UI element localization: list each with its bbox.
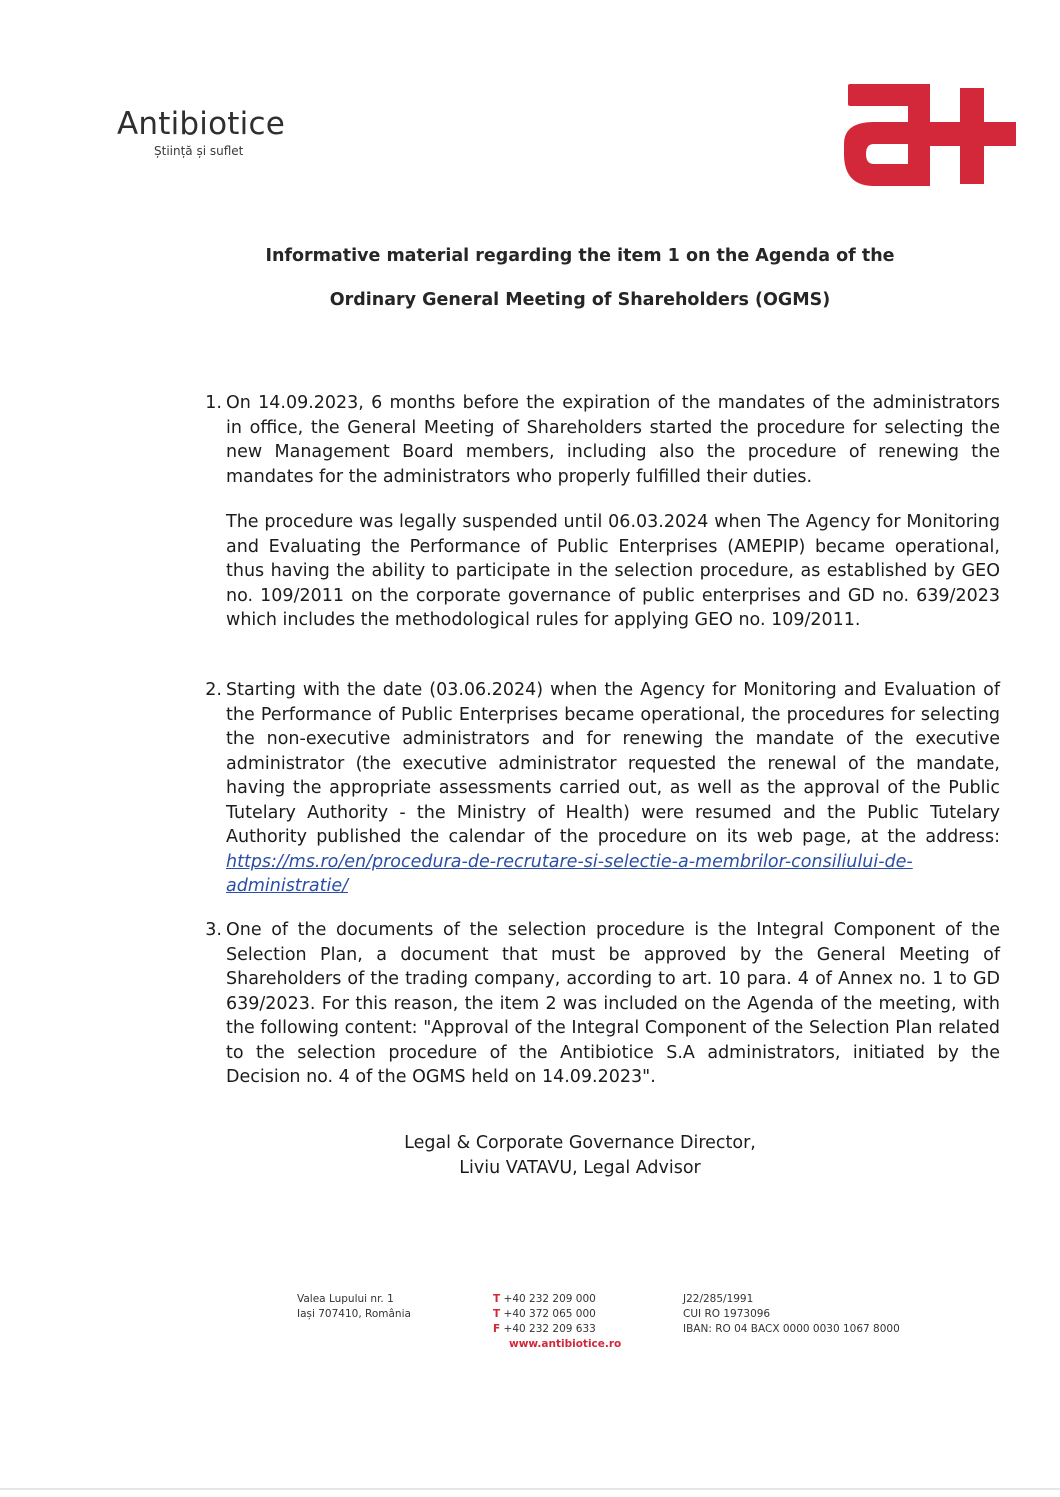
document-title-line2: Ordinary General Meeting of Shareholders (OGMS): [329, 290, 831, 310]
brand-name: Antibiotice: [117, 106, 285, 142]
tax-id: CUI RO 1973096: [683, 1308, 771, 1320]
document-title-line1: Informative material regarding the item 1 on the Agenda of the: [265, 246, 895, 266]
item-paragraph: The procedure was legally suspended until 06.03.2024 when The Agency for Monitoring and Evaluating the Performance of Public Enterprises (AMEPIP) became operational, thus having the ability to participate in the selection procedure, as established by GEO no. 109/2011 on the corporate governance of public enterprises and GD no. 639/2023 which includes the methodological rules for applying GEO no. 109/2011.: [226, 512, 1000, 630]
item-number: 3.: [205, 920, 222, 940]
company-brand: [117, 106, 285, 158]
footer-address: [297, 1292, 411, 1322]
website-link[interactable]: www.antibiotice.ro: [509, 1338, 622, 1350]
antibiotice-logo: [844, 82, 1018, 190]
item-paragraph: On 14.09.2023, 6 months before the expiration of the mandates of the administrators in office, the General Meeting of Shareholders started the procedure for selecting the new Management Board members, including also the procedure of renewing the mandates for the administrators who properly fulfilled their duties.: [226, 393, 1000, 487]
signature-block: [330, 1131, 830, 1181]
phone-label: T: [493, 1308, 501, 1320]
fax-label: F: [493, 1323, 501, 1335]
address-line: Iași 707410, România: [297, 1308, 411, 1320]
item-text: Starting with the date (03.06.2024) when the Agency for Monitoring and Evaluation of the Performance of Public Enterprises became operational, the procedures for selecting the non-executive administrators and for renewing the mandate of the executive administrator (the executive administrator requested the renewal of the mandate, having the appropriate assessments carried out, as well as the approval of the Public Tutelary Authority - the Ministry of Health) were resumed and the Public Tutelary Authority published the calendar of the procedure on its web page, at the address:: [226, 680, 1000, 847]
list-item: [186, 391, 1000, 633]
list-item: [186, 678, 1000, 899]
signature-title: Legal & Corporate Governance Director,: [404, 1133, 756, 1153]
address-line: Valea Lupului nr. 1: [297, 1293, 394, 1305]
brand-tagline: Știință și suflet: [154, 144, 244, 158]
fax-number: +40 232 209 633: [503, 1323, 596, 1335]
phone-number: +40 372 065 000: [503, 1308, 596, 1320]
item-number: 1.: [205, 393, 222, 413]
calendar-link[interactable]: https://ms.ro/en/procedura-de-recrutare-si-selectie-a-membrilor-consiliului-de-administratie/: [226, 851, 913, 896]
footer-contacts: [493, 1292, 621, 1352]
registration-number: J22/285/1991: [683, 1293, 754, 1305]
phone-label: T: [493, 1293, 501, 1305]
item-number: 2.: [205, 680, 222, 700]
list-item: [186, 918, 1000, 1090]
item-paragraph: One of the documents of the selection procedure is the Integral Component of the Selection Plan, a document that must be approved by the General Meeting of Shareholders of the trading company, according to art. 10 para. 4 of Annex no. 1 to GD 639/2023. For this reason, the item 2 was included on the Agenda of the meeting, with the following content: "Approval of the Integral Component of the Selection Plan related to the selection procedure of the Antibiotice S.A administrators, initiated by the Decision no. 4 of the OGMS held on 14.09.2023".: [226, 920, 1000, 1087]
iban: IBAN: RO 04 BACX 0000 0030 1067 8000: [683, 1323, 900, 1335]
scan-edge-divider: [0, 1488, 1060, 1490]
footer-registration: [683, 1292, 900, 1337]
phone-number: +40 232 209 000: [503, 1293, 596, 1305]
signature-name: Liviu VATAVU, Legal Advisor: [459, 1158, 701, 1178]
